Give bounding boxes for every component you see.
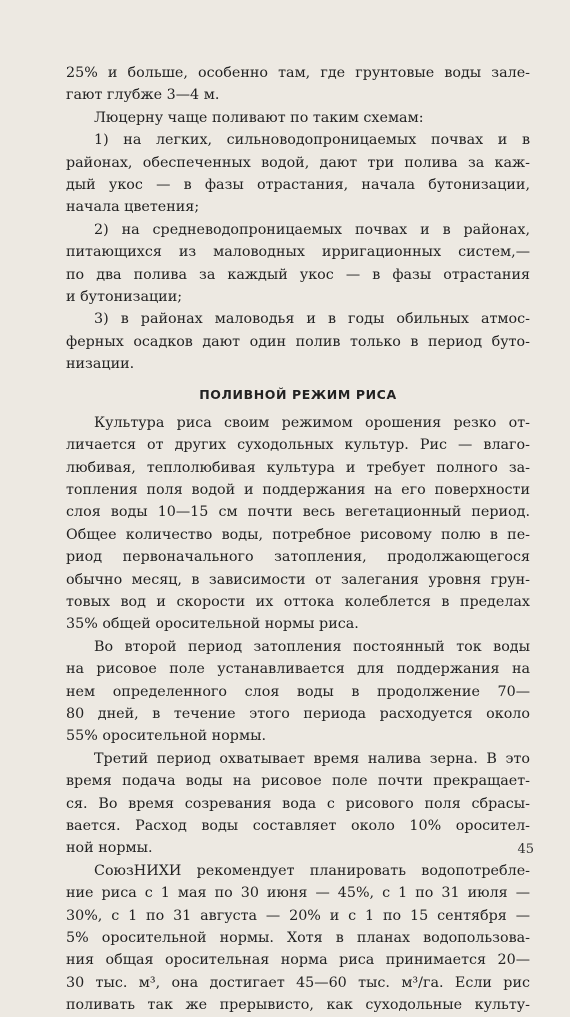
- paragraph: [66, 860, 530, 1017]
- text-line: Культура риса своим режимом орошения резко от-: [94, 414, 530, 431]
- text-line: 5% оросительной нормы. Хотя в планах водопользова-: [66, 930, 530, 947]
- text-line: 25% и больше, особенно там, где грунтовые воды зале-: [66, 65, 530, 81]
- text-block-top: [66, 62, 530, 376]
- text-line: ферных осадков дают один полив только в период буто-: [66, 333, 530, 350]
- text-line: Во второй период затопления постоянный ток воды: [94, 638, 530, 655]
- text-line: 30%, с 1 по 31 августа — 20% и с 1 по 15 сентября —: [66, 907, 530, 924]
- paragraph: [66, 412, 530, 636]
- text-line: топления поля водой и поддержания на его поверхности: [66, 481, 530, 498]
- text-line: питающихся из маловодных ирригационных систем,—: [66, 244, 530, 261]
- text-line: СоюзНИХИ рекомендует планировать водопотребле-: [94, 862, 530, 879]
- text-line: слоя воды 10—15 см почти весь вегетационный период.: [66, 504, 530, 521]
- paragraph: [66, 107, 530, 129]
- paragraph: [66, 129, 530, 219]
- text-line: Люцерну чаще поливают по таким схемам:: [94, 109, 424, 126]
- text-line: риод первоначального затопления, продолжающегося: [66, 549, 530, 566]
- text-line: 55% оросительной нормы.: [66, 728, 267, 745]
- page-body: [66, 62, 530, 1017]
- paragraph: [66, 62, 530, 107]
- page-number: 45: [517, 842, 534, 857]
- text-line: 30 тыс. м³, она достигает 45—60 тыс. м³/га. Если рис: [66, 974, 530, 991]
- text-line: обычно месяц, в зависимости от залегания уровня грун-: [66, 571, 530, 588]
- text-line: поливать так же прерывисто, как суходольные культу-: [66, 997, 530, 1014]
- text-line: и бутонизации;: [66, 289, 183, 306]
- text-line: 80 дней, в течение этого периода расходуется около: [66, 705, 530, 722]
- text-line: нем определенного слоя воды в продолжение 70—: [66, 683, 530, 700]
- paragraph: [66, 636, 530, 748]
- text-line: ной нормы.: [66, 840, 153, 857]
- text-line: 1) на легких, сильноводопроницаемых почвах и в: [94, 132, 530, 149]
- text-line: районах, обеспеченных водой, дают три полива за каж-: [66, 154, 530, 171]
- text-line: любивая, теплолюбивая культура и требует полного за-: [66, 459, 530, 476]
- text-line: ние риса с 1 мая по 30 июня — 45%, с 1 по 31 июля —: [66, 885, 530, 902]
- paragraph: [66, 219, 530, 309]
- text-line: вается. Расход воды составляет около 10% оросител-: [66, 818, 530, 834]
- text-line: низации.: [66, 356, 135, 373]
- section-heading: ПОЛИВНОЙ РЕЖИМ РИСА: [199, 386, 397, 402]
- text-line: личается от других суходольных культур. Рис — влаго-: [66, 437, 530, 454]
- text-line: 2) на средневодопроницаемых почвах и в районах,: [94, 221, 530, 238]
- paragraph: [66, 748, 530, 860]
- text-line: товых вод и скорости их оттока колеблется в пределах: [66, 593, 530, 610]
- text-line: ся. Во время созревания вода с рисового поля сбрасы-: [66, 795, 530, 812]
- text-line: 3) в районах маловодья и в годы обильных атмос-: [94, 311, 530, 328]
- text-line: ния общая оросительная норма риса принимается 20—: [66, 952, 530, 969]
- paragraph: [66, 308, 530, 375]
- text-line: Общее количество воды, потребное рисовому полю в пе-: [66, 526, 530, 543]
- text-line: 35% общей оросительной нормы риса.: [66, 616, 359, 633]
- text-block-rice: [66, 412, 530, 1017]
- text-line: время подача воды на рисовое поле почти прекращает-: [66, 773, 530, 790]
- text-line: на рисовое поле устанавливается для поддержания на: [66, 661, 530, 678]
- text-line: Третий период охватывает время налива зерна. В это: [94, 750, 530, 767]
- text-line: дый укос — в фазы отрастания, начала бутонизации,: [66, 177, 530, 194]
- text-line: по два полива за каждый укос — в фазы отрастания: [66, 266, 530, 283]
- text-line: начала цветения;: [66, 199, 200, 216]
- text-line: гают глубже 3—4 м.: [66, 87, 220, 104]
